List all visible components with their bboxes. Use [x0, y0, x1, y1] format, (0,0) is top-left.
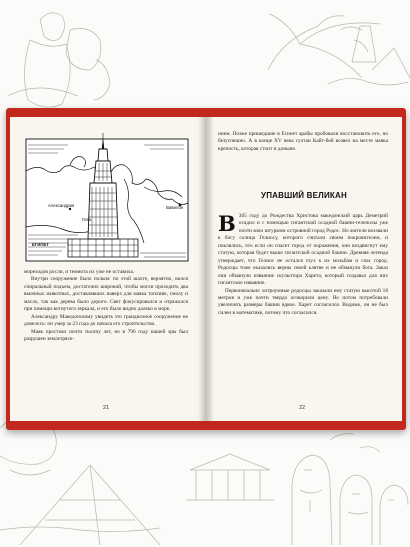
- page-number-left: 21: [103, 405, 110, 411]
- background-moai: [292, 434, 408, 545]
- background-figure-left: [8, 13, 110, 107]
- background-temple: [186, 454, 274, 500]
- right-page-chapter-text: [218, 213, 388, 317]
- paragraph: Первоначально хитроумные родосцы заказали ему статую высотой 18 метров и уже почти твердо оговорили цену. Но потом потребовали увеличить размеры башни вдвое. Харет согласился. Видимо, он не был силен в математике, потому что согласился.: [218, 287, 388, 316]
- background-pyramid: [0, 465, 160, 545]
- right-page: [206, 117, 402, 421]
- paragraph: нием. Позже пришедшие в Египет арабы пробовали восстановить его, но безуспешно. А в конце XV века султан Кайт-бей возвел на месте маяка крепость, которая стоит и доныне.: [218, 131, 388, 152]
- paragraph: Александру Македонскому увидеть это грандиозное сооружение не довелось: он умер за 23 года до начала его строительства.: [24, 313, 188, 328]
- right-page-continued-text: [218, 131, 388, 153]
- paragraph: мореходов росли, и темнота их уже не оставила.: [24, 269, 135, 275]
- map-label-babylon: Вавилон: [166, 205, 184, 210]
- paragraph: Маяк простоял почти тысячу лет, но в 796 году нашей эры был разрушен землетрясе-: [24, 328, 188, 343]
- dropcap-letter: В: [218, 211, 236, 236]
- left-page-text: [24, 269, 188, 344]
- map-label-giza: Гиза: [82, 217, 91, 222]
- paragraph: Внутри сооружение было полым: по этой шахте, вероятно, вился спиральный подъем, достаточно широкий, чтобы могли проходить два вьючных животных, доставлявших наверх для маяка топливо, смолу и масло, так как дерева было дорого. Свет фокусировался и отражался при помощи вогнутого зеркала, и его было видно далеко в море.: [24, 276, 188, 313]
- map-label-egypt: ЕГИПЕТ: [32, 242, 49, 247]
- page-number-right: 22: [299, 405, 306, 411]
- background-palm: [268, 14, 410, 85]
- left-page: [10, 117, 207, 421]
- map-label-alexandria: Александрия: [48, 203, 75, 208]
- chapter-title: УПАВШИЙ ВЕЛИКАН: [261, 191, 347, 200]
- paragraph: В 305 году до Рождества Христова македонский царь Деметрий осадил и с помощью гигантской осадной башни-гелеполы уже почти взял штурмом островной город Родос. Но жители воззвали к богу солнца Гелиосу, которого считали своим покровителем, и поклялись, что если он спасет город от поражения, они воздвигнут ему статую, которая будет выше гигантской осадной башни. Древняя легенда утверждает, что Гелиос не остался глух к их мольбам и спас город. Родосцы тоже оказались верны своей клятве и не обманули бога. Заказ они обманули изваяние скульптора Харета, который создавал для них гигантское изваяние.: [218, 211, 388, 287]
